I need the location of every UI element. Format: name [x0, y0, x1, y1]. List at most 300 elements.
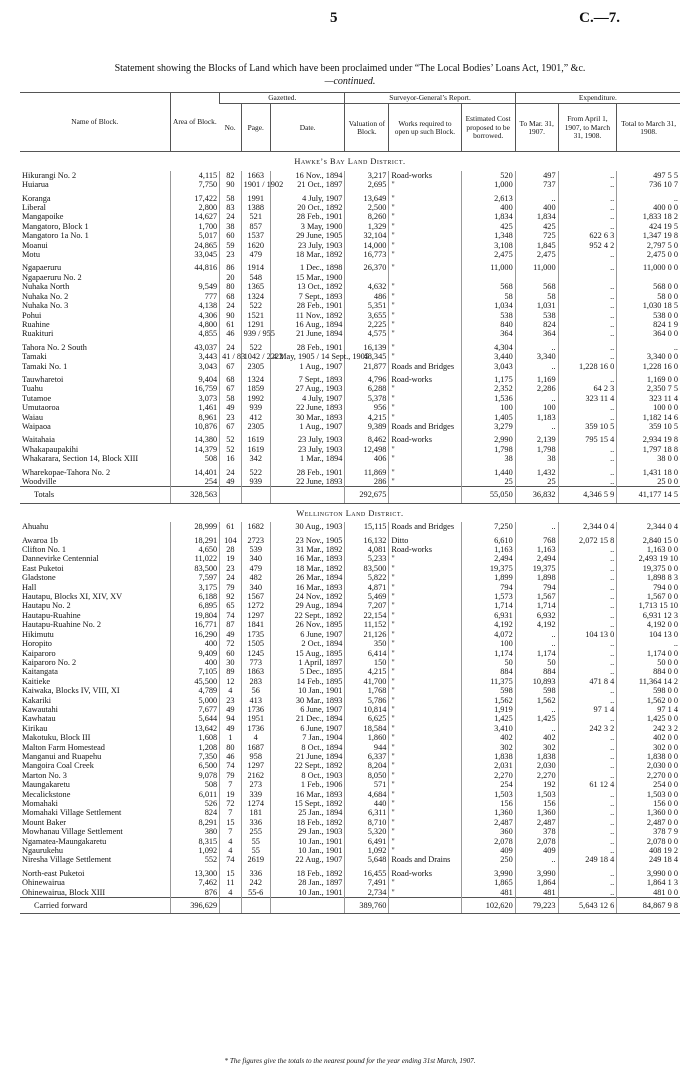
cell-expenditure-1907-08: .. — [558, 292, 617, 301]
cell-estimated-cost: 840 — [461, 320, 515, 329]
table-row — [20, 545, 680, 554]
cell-expenditure-1907-08: .. — [558, 403, 617, 412]
cell-total-expenditure: 323 11 4 — [617, 394, 680, 403]
cell-estimated-cost: 11,375 — [461, 677, 515, 686]
cell-expenditure-to-1907: 1,714 — [515, 601, 558, 610]
cell-gazette-no: 46 — [220, 752, 241, 761]
cell-estimated-cost: 1,440 — [461, 468, 515, 477]
cell-area: 83,500 — [170, 564, 220, 573]
cell-gazette-no: 52 — [220, 445, 241, 454]
cell-gazette-page: 1567 — [241, 592, 270, 601]
section-title: Hawke’s Bay Land District. — [294, 157, 406, 167]
cell-works: Roads and Bridges — [389, 422, 461, 431]
cell-valuation: 83,500 — [345, 564, 389, 573]
cell-total-expenditure: 1,898 8 3 — [617, 573, 680, 582]
cell-estimated-cost: 1,163 — [461, 545, 515, 554]
cell-expenditure-to-1907: .. — [515, 194, 558, 203]
cell-expenditure-to-1907: 2,030 — [515, 761, 558, 770]
cell-area: 4,650 — [170, 545, 220, 554]
cell-valuation: 4,575 — [345, 329, 389, 338]
cell-valuation: 350 — [345, 639, 389, 648]
cell-block-name: Tauwharetoi — [22, 374, 64, 384]
table-row — [20, 320, 680, 329]
cell-expenditure-to-1907: 1,838 — [515, 752, 558, 761]
cell-valuation: 6,288 — [345, 384, 389, 393]
cell-works: " — [389, 888, 461, 898]
table-row — [20, 724, 680, 733]
cell-total-expenditure: 6,931 12 3 — [617, 611, 680, 620]
cell-gazette-date: 2 Oct., 1894 — [270, 639, 344, 648]
cell-area: 14,380 — [170, 435, 220, 444]
table-row — [20, 422, 680, 431]
cell-works: " — [389, 384, 461, 393]
cell-expenditure-to-1907: .. — [515, 394, 558, 403]
table-caption — [30, 62, 670, 88]
table-row — [20, 888, 680, 898]
cell-gazette-no: 65 — [220, 601, 241, 610]
table-row — [20, 761, 680, 770]
cell-valuation: 5,351 — [345, 301, 389, 310]
cell-expenditure-to-1907: 1,503 — [515, 790, 558, 799]
cell-gazette-no: 87 — [220, 620, 241, 629]
cell-gazette-date: 22 June, 1893 — [270, 477, 344, 487]
total-gazette-no — [220, 898, 241, 914]
cell-expenditure-1907-08: .. — [558, 592, 617, 601]
cell-gazette-no: 104 — [220, 536, 241, 545]
cell-block-name: Malton Farm Homestead — [22, 742, 105, 752]
cell-expenditure-to-1907: .. — [515, 855, 558, 864]
cell-gazette-date: 4 July, 1907 — [270, 394, 344, 403]
cell-gazette-page: 1736 — [241, 705, 270, 714]
cell-works: " — [389, 592, 461, 601]
cell-works: " — [389, 677, 461, 686]
cell-works: " — [389, 394, 461, 403]
cell-gazette-page: 336 — [241, 818, 270, 827]
cell-gazette-date: 1 Feb., 1906 — [270, 780, 344, 789]
cell-gazette-no: 79 — [220, 583, 241, 592]
cell-gazette-date: 11 Nov., 1892 — [270, 311, 344, 320]
cell-expenditure-1907-08: .. — [558, 818, 617, 827]
cell-estimated-cost: 425 — [461, 222, 515, 231]
cell-gazette-no: 59 — [220, 241, 241, 250]
cell-gazette-no: 67 — [220, 362, 241, 371]
cell-gazette-date: 1 April, 1897 — [270, 658, 344, 667]
cell-block-name: Maungakaretu — [22, 780, 70, 790]
cell-expenditure-to-1907: 100 — [515, 403, 558, 412]
cell-area: 44,816 — [170, 263, 220, 272]
cell-gazette-no: 61 — [220, 522, 241, 531]
cell-works: " — [389, 343, 461, 352]
cell-estimated-cost: 58 — [461, 292, 515, 301]
cell-works: " — [389, 827, 461, 836]
cell-gazette-no: 16 — [220, 454, 241, 463]
table-row — [20, 649, 680, 658]
cell-area: 7,597 — [170, 573, 220, 582]
table-row — [20, 752, 680, 761]
cell-gazette-page: 1735 — [241, 630, 270, 639]
cell-works: " — [389, 808, 461, 817]
cell-expenditure-1907-08: .. — [558, 714, 617, 723]
cell-gazette-no: 30 — [220, 658, 241, 667]
document-reference: C.—7. — [579, 10, 620, 26]
cell-total-expenditure: 50 0 0 — [617, 658, 680, 667]
table-row — [20, 171, 680, 180]
cell-gazette-date: 7 Sept., 1893 — [270, 292, 344, 301]
cell-gazette-page: 1687 — [241, 743, 270, 752]
cell-works: " — [389, 878, 461, 887]
cell-valuation: 7,207 — [345, 601, 389, 610]
cell-expenditure-1907-08: .. — [558, 468, 617, 477]
cell-gazette-date: 28 Feb., 1901 — [270, 301, 344, 310]
cell-works: " — [389, 212, 461, 221]
cell-estimated-cost: 1,899 — [461, 573, 515, 582]
cell-estimated-cost: 1,348 — [461, 231, 515, 240]
cell-gazette-date: 16 Aug., 1894 — [270, 320, 344, 329]
cell-expenditure-1907-08: .. — [558, 583, 617, 592]
cell-estimated-cost: 6,610 — [461, 536, 515, 545]
cell-block-name: Whakarara, Section 14, Block XIII — [22, 454, 139, 464]
cell-expenditure-1907-08: .. — [558, 329, 617, 338]
cell-area: 7,750 — [170, 180, 220, 189]
total-works — [389, 487, 461, 503]
cell-area: 3,073 — [170, 394, 220, 403]
cell-gazette-no: 24 — [220, 468, 241, 477]
cell-expenditure-1907-08: .. — [558, 320, 617, 329]
table-row — [20, 771, 680, 780]
cell-gazette-date: 22 Aug., 1907 — [270, 855, 344, 864]
cell-expenditure-to-1907: 1,845 — [515, 241, 558, 250]
cell-area: 8,291 — [170, 818, 220, 827]
cell-gazette-page: 1620 — [241, 241, 270, 250]
cell-valuation: 8,050 — [345, 771, 389, 780]
cell-expenditure-to-1907: .. — [515, 639, 558, 648]
cell-total-expenditure: 249 18 4 — [617, 855, 680, 864]
cell-works: " — [389, 231, 461, 240]
cell-expenditure-to-1907: 402 — [515, 733, 558, 742]
table-row — [20, 352, 680, 361]
cell-gazette-no: 68 — [220, 375, 241, 384]
cell-block-name: Dannevirke Centennial — [22, 554, 99, 564]
page-header — [0, 8, 700, 30]
table-row — [20, 435, 680, 444]
cell-gazette-no: 68 — [220, 292, 241, 301]
table-row — [20, 362, 680, 371]
cell-gazette-no: 60 — [220, 649, 241, 658]
cell-works: " — [389, 639, 461, 648]
cell-total-expenditure: 11,000 0 0 — [617, 263, 680, 272]
cell-estimated-cost: 1,175 — [461, 375, 515, 384]
cell-area — [170, 273, 220, 282]
col-header-page: Page. — [241, 104, 270, 152]
cell-expenditure-1907-08: .. — [558, 180, 617, 189]
cell-works: " — [389, 329, 461, 338]
cell-estimated-cost: 4,072 — [461, 630, 515, 639]
cell-gazette-no: 92 — [220, 592, 241, 601]
cell-estimated-cost: 1,573 — [461, 592, 515, 601]
cell-total-expenditure: 2,475 0 0 — [617, 250, 680, 259]
table-row — [20, 454, 680, 463]
cell-area: 4,855 — [170, 329, 220, 338]
cell-total-expenditure: 400 0 0 — [617, 203, 680, 212]
cell-gazette-no: 49 — [220, 724, 241, 733]
cell-works: " — [389, 263, 461, 272]
cell-total-expenditure: 254 0 0 — [617, 780, 680, 789]
cell-area: 5,017 — [170, 231, 220, 240]
cell-total-expenditure: 58 0 0 — [617, 292, 680, 301]
total-valuation: 389,760 — [345, 898, 389, 914]
cell-total-expenditure: 2,797 5 0 — [617, 241, 680, 250]
cell-valuation: 8,710 — [345, 818, 389, 827]
cell-valuation: 1,092 — [345, 846, 389, 855]
cell-gazette-no: 90 — [220, 180, 241, 189]
cell-gazette-date: 30 Aug., 1903 — [270, 522, 344, 531]
cell-area: 876 — [170, 888, 220, 898]
cell-area: 11,022 — [170, 554, 220, 563]
cell-estimated-cost: 2,270 — [461, 771, 515, 780]
cell-estimated-cost: 409 — [461, 846, 515, 855]
cell-area: 33,045 — [170, 250, 220, 259]
cell-block-name: Waiau — [22, 412, 43, 422]
cell-block-name: Mangatoro 1a No. 1 — [22, 231, 89, 241]
cell-estimated-cost: 1,503 — [461, 790, 515, 799]
cell-block-name: North-east Puketoi — [22, 868, 85, 878]
table-row — [20, 878, 680, 887]
cell-expenditure-to-1907: 2,487 — [515, 818, 558, 827]
cell-total-expenditure: 1,030 18 5 — [617, 301, 680, 310]
cell-area: 16,290 — [170, 630, 220, 639]
cell-gazette-date: 28 Feb., 1901 — [270, 343, 344, 352]
cell-estimated-cost: 364 — [461, 329, 515, 338]
cell-valuation: 4,796 — [345, 375, 389, 384]
cell-works: " — [389, 352, 461, 361]
cell-expenditure-to-1907: 19,375 — [515, 564, 558, 573]
cell-gazette-page: 340 — [241, 554, 270, 563]
cell-works: " — [389, 752, 461, 761]
cell-gazette-date: 18 Feb., 1892 — [270, 869, 344, 878]
cell-estimated-cost: 360 — [461, 827, 515, 836]
section-title: Wellington Land District. — [296, 508, 404, 518]
cell-gazette-no: 24 — [220, 212, 241, 221]
cell-valuation: 6,337 — [345, 752, 389, 761]
cell-estimated-cost: 302 — [461, 743, 515, 752]
cell-valuation: 21,126 — [345, 630, 389, 639]
cell-estimated-cost: 2,031 — [461, 761, 515, 770]
cell-estimated-cost: 156 — [461, 799, 515, 808]
cell-works: " — [389, 413, 461, 422]
cell-block-name: Motu — [22, 250, 40, 260]
table-row — [20, 468, 680, 477]
cell-estimated-cost: 481 — [461, 888, 515, 898]
cell-total-expenditure: 19,375 0 0 — [617, 564, 680, 573]
cell-gazette-date: 5 Dec., 1895 — [270, 667, 344, 676]
cell-expenditure-to-1907: 481 — [515, 888, 558, 898]
cell-gazette-page: 412 — [241, 413, 270, 422]
cell-block-name: Hautapu, Blocks XI, XIV, XV — [22, 592, 123, 602]
cell-works: " — [389, 743, 461, 752]
cell-gazette-date: 21 June, 1894 — [270, 329, 344, 338]
cell-gazette-no: 23 — [220, 250, 241, 259]
cell-expenditure-1907-08: 242 3 2 — [558, 724, 617, 733]
cell-gazette-page: 958 — [241, 752, 270, 761]
cell-block-name: Horopito — [22, 639, 52, 649]
cell-gazette-date: 26 Mar., 1894 — [270, 573, 344, 582]
cell-estimated-cost: 1,798 — [461, 445, 515, 454]
cell-valuation: 2,500 — [345, 203, 389, 212]
cell-works: " — [389, 667, 461, 676]
cell-gazette-page: 1841 — [241, 620, 270, 629]
cell-works: " — [389, 564, 461, 573]
cell-expenditure-to-1907: 1,898 — [515, 573, 558, 582]
cell-estimated-cost: 2,613 — [461, 194, 515, 203]
cell-gazette-no: 90 — [220, 311, 241, 320]
cell-valuation: 1,860 — [345, 733, 389, 742]
cell-expenditure-1907-08: .. — [558, 808, 617, 817]
table-row — [20, 273, 680, 282]
cell-total-expenditure: 38 0 0 — [617, 454, 680, 463]
cell-expenditure-1907-08: .. — [558, 263, 617, 272]
cell-expenditure-to-1907: 6,932 — [515, 611, 558, 620]
cell-gazette-date: 27 Aug., 1903 — [270, 384, 344, 393]
cell-valuation: 1,768 — [345, 686, 389, 695]
cell-gazette-page: 1736 — [241, 724, 270, 733]
cell-expenditure-1907-08: 249 18 4 — [558, 855, 617, 864]
cell-estimated-cost: 1,834 — [461, 212, 515, 221]
total-gazette-date — [270, 487, 344, 503]
cell-gazette-page: 181 — [241, 808, 270, 817]
cell-gazette-date: 30 Mar., 1893 — [270, 413, 344, 422]
cell-valuation: 16,139 — [345, 343, 389, 352]
cell-works: " — [389, 686, 461, 695]
cell-valuation: 4,215 — [345, 667, 389, 676]
table-row — [20, 263, 680, 272]
total-gazette-page — [241, 487, 270, 503]
cell-total-expenditure: 2,840 15 0 — [617, 536, 680, 545]
cell-area: 9,404 — [170, 375, 220, 384]
cell-gazette-page: 1388 — [241, 203, 270, 212]
cell-gazette-page: 2305 — [241, 362, 270, 371]
cell-block-name: Umutaoroa — [22, 403, 60, 413]
cell-gazette-date: 21 June, 1894 — [270, 752, 344, 761]
cell-block-name: Hautapu-Ruahine — [22, 610, 81, 620]
table-row — [20, 329, 680, 338]
cell-block-name: Hikurangi No. 2 — [22, 170, 77, 180]
cell-area: 18,291 — [170, 536, 220, 545]
cell-estimated-cost: 250 — [461, 855, 515, 864]
cell-works: " — [389, 790, 461, 799]
cell-total-expenditure: 1,163 0 0 — [617, 545, 680, 554]
cell-gazette-no: 24 — [220, 301, 241, 310]
cell-gazette-page: 283 — [241, 677, 270, 686]
cell-gazette-page: 1859 — [241, 384, 270, 393]
cell-works: " — [389, 454, 461, 463]
cell-total-expenditure: .. — [617, 639, 680, 648]
cell-estimated-cost: 254 — [461, 780, 515, 789]
cell-expenditure-to-1907 — [515, 273, 558, 282]
cell-works: Ditto — [389, 536, 461, 545]
cell-works: Roads and Bridges — [389, 522, 461, 531]
table-row — [20, 667, 680, 676]
cell-expenditure-to-1907: 737 — [515, 180, 558, 189]
cell-area: 1,092 — [170, 846, 220, 855]
cell-expenditure-to-1907: .. — [515, 724, 558, 733]
cell-gazette-no: 74 — [220, 855, 241, 864]
cell-works: " — [389, 733, 461, 742]
cell-valuation: 5,786 — [345, 696, 389, 705]
cell-total-expenditure: 2,030 0 0 — [617, 761, 680, 770]
cell-total-expenditure: 1,360 0 0 — [617, 808, 680, 817]
cell-area: 13,642 — [170, 724, 220, 733]
cell-block-name: Ruahine — [22, 319, 50, 329]
cell-expenditure-1907-08: .. — [558, 799, 617, 808]
cell-gazette-date: 29 June, 1905 — [270, 231, 344, 240]
cell-estimated-cost: 1,000 — [461, 180, 515, 189]
cell-total-expenditure: 568 0 0 — [617, 282, 680, 291]
cell-valuation: 3,655 — [345, 311, 389, 320]
cell-works: " — [389, 799, 461, 808]
table-row — [20, 780, 680, 789]
cell-estimated-cost: 598 — [461, 686, 515, 695]
cell-gazette-page: 1505 — [241, 639, 270, 648]
cell-valuation: 3,217 — [345, 171, 389, 180]
cell-gazette-date: 7 Sept., 1893 — [270, 375, 344, 384]
cell-gazette-page: 1245 — [241, 649, 270, 658]
cell-works: " — [389, 818, 461, 827]
cell-gazette-date: 4 May, 1905 / 14 Sept., 1905 — [270, 352, 344, 361]
cell-estimated-cost: 3,440 — [461, 352, 515, 361]
cell-gazette-date: 4 July, 1907 — [270, 194, 344, 203]
cell-works: " — [389, 696, 461, 705]
cell-area: 400 — [170, 639, 220, 648]
cell-gazette-date: 31 Mar., 1892 — [270, 545, 344, 554]
footnote: * The figures give the totals to the nearest pound for the year ending 31st March, 1907. — [224, 1057, 476, 1065]
cell-block-name: Moanui — [22, 240, 48, 250]
table-row — [20, 686, 680, 695]
cell-expenditure-1907-08: .. — [558, 564, 617, 573]
cell-gazette-page: 1274 — [241, 799, 270, 808]
cell-total-expenditure: 104 13 0 — [617, 630, 680, 639]
cell-expenditure-1907-08: .. — [558, 222, 617, 231]
cell-total-expenditure: 538 0 0 — [617, 311, 680, 320]
table-row — [20, 630, 680, 639]
cell-expenditure-1907-08: .. — [558, 554, 617, 563]
table-row — [20, 583, 680, 592]
cell-works: " — [389, 445, 461, 454]
table-row — [20, 592, 680, 601]
cell-gazette-no: 7 — [220, 808, 241, 817]
cell-area: 7,105 — [170, 667, 220, 676]
cell-gazette-page: 1291 — [241, 320, 270, 329]
cell-total-expenditure: 100 0 0 — [617, 403, 680, 412]
cell-gazette-page: 339 — [241, 790, 270, 799]
cell-gazette-page: 342 — [241, 454, 270, 463]
cell-expenditure-1907-08: .. — [558, 250, 617, 259]
cell-expenditure-to-1907: 50 — [515, 658, 558, 667]
cell-gazette-page: 255 — [241, 827, 270, 836]
cell-gazette-page: 939 — [241, 477, 270, 487]
cell-gazette-page: 413 — [241, 696, 270, 705]
cell-works: " — [389, 292, 461, 301]
section-heading-row — [20, 152, 680, 171]
cell-estimated-cost — [461, 273, 515, 282]
table-row — [20, 733, 680, 742]
cell-area: 8,315 — [170, 837, 220, 846]
blocks-table — [20, 92, 680, 914]
cell-gazette-date: 23 Nov., 1905 — [270, 536, 344, 545]
cell-total-expenditure: 1,169 0 0 — [617, 375, 680, 384]
cell-expenditure-to-1907: 1,562 — [515, 696, 558, 705]
cell-gazette-date: 15 Sept., 1892 — [270, 799, 344, 808]
cell-total-expenditure: 302 0 0 — [617, 743, 680, 752]
